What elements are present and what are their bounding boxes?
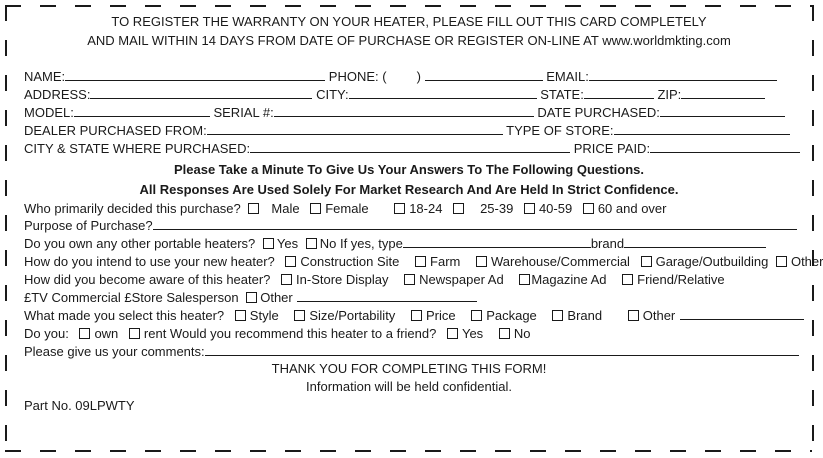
contact-row-3 [24,105,794,121]
question-label: Do you own any other portable heaters? [24,236,256,251]
option-label: Garage/Outbuilding [655,254,769,269]
checkbox[interactable] [281,274,292,285]
store-type-field[interactable] [614,123,790,135]
border-dash [565,5,581,7]
checkbox[interactable] [476,256,487,267]
question-awareness [24,272,794,288]
confidential-note: Information will be held confidential. [306,379,512,394]
email-field[interactable] [589,69,777,81]
date-purchased-field[interactable] [660,105,785,117]
question-label: How did you become aware of this heater? [24,272,271,287]
option-label: Female [325,201,369,216]
checkbox[interactable] [628,310,639,321]
border-dash [425,5,441,7]
checkbox[interactable] [415,256,426,267]
checkbox[interactable] [776,256,787,267]
border-dash [355,5,371,7]
border-dash [5,110,7,126]
contact-row-5 [24,141,794,157]
border-dash [110,5,126,7]
comments-label: Please give us your comments: [24,344,205,359]
checkbox[interactable] [310,203,321,214]
option-label: Warehouse/Commercial [491,254,630,269]
serial-field[interactable] [274,105,534,117]
border-dash [812,145,814,161]
border-dash [320,450,336,452]
model-field[interactable] [74,105,210,117]
option-label: Yes [276,236,299,251]
border-dash [812,215,814,231]
question-own-rent [24,326,794,342]
checkbox[interactable] [622,274,633,285]
option-label: Male [271,201,300,216]
name-field[interactable] [65,69,325,81]
option-label: Other [790,254,823,269]
border-dash [215,5,231,7]
border-dash [5,285,7,301]
checkbox[interactable] [235,310,246,321]
purpose-field[interactable] [153,218,797,230]
option-label: 25-39 [480,201,514,216]
option-label: Magazine Ad [531,272,607,287]
option-label: Brand [567,308,603,323]
option-label: 18-24 [409,201,443,216]
checkbox[interactable] [641,256,652,267]
survey-intro-1: Please Take a Minute To Give Us Your Answers To The Following Questions. [173,162,645,177]
option-label: Newspaper Ad [419,272,504,287]
survey-intro-2: All Responses Are Used Solely For Market Research And Are Held In Strict Confidence. [139,182,679,197]
heater-type-field[interactable] [403,236,591,248]
option-label: Style [249,308,279,323]
border-dash [812,425,814,441]
border-dash [565,450,581,452]
border-dash [740,5,756,7]
border-dash [5,320,7,336]
border-dash [145,5,161,7]
border-dash [812,75,814,91]
border-dash [285,450,301,452]
border-dash [250,450,266,452]
border-dash [495,450,511,452]
thank-you: THANK YOU FOR COMPLETING THIS FORM! [271,361,547,376]
border-dash [390,450,406,452]
date-purchased-label: DATE PURCHASED: [537,105,660,120]
card-header [0,12,818,50]
model-label: MODEL: [24,105,74,120]
option-label: No If yes, type [319,236,403,251]
option-label: Construction Site [300,254,400,269]
border-dash [460,5,476,7]
question-label: Purpose of Purchase? [24,218,153,233]
border-dash [775,5,791,7]
border-dash [320,5,336,7]
checkbox[interactable] [263,238,274,249]
question-label: Do you: [24,326,69,341]
address-field[interactable] [90,87,312,99]
border-dash [495,5,511,7]
option-label: Price [425,308,456,323]
city-state-field[interactable] [250,141,570,153]
border-dash [705,450,721,452]
state-field[interactable] [584,87,654,99]
option-label: 40-59 [538,201,573,216]
border-dash [285,5,301,7]
price-paid-field[interactable] [650,141,800,153]
border-dash [812,110,814,126]
checkbox[interactable] [519,274,530,285]
border-dash [5,250,7,266]
option-label: In-Store Display [296,272,389,287]
checkbox[interactable] [583,203,594,214]
price-paid-label: PRICE PAID: [573,141,651,156]
option-label: Other [642,308,676,323]
border-dash [40,450,56,452]
other-field[interactable] [297,290,477,302]
border-dash [5,5,21,7]
contact-row-1 [24,69,794,85]
option-label: Friend/Relative [637,272,725,287]
border-dash [460,450,476,452]
border-dash [600,5,616,7]
border-dash [5,145,7,161]
border-dash [425,450,441,452]
question-decider [24,201,794,217]
border-dash [215,450,231,452]
address-label: ADDRESS: [24,87,91,102]
border-dash [110,450,126,452]
state-label: STATE: [540,87,584,102]
brand-field[interactable] [624,236,766,248]
checkbox[interactable] [294,310,305,321]
contact-row-4 [24,123,794,139]
checkbox[interactable] [447,328,458,339]
option-label: rent Would you recommend this heater to a friend? [143,326,437,341]
dealer-field[interactable] [207,123,503,135]
header-line-2: AND MAIL WITHIN 14 DAYS FROM DATE OF PURCHASE OR REGISTER ON-LINE AT www.worldmkting.com [87,33,731,48]
border-dash [740,450,756,452]
dealer-label: DEALER PURCHASED FROM: [24,123,207,138]
checkbox[interactable] [246,292,257,303]
border-dash [812,320,814,336]
checkbox[interactable] [411,310,422,321]
border-dash [5,75,7,91]
brand-label: brand [590,236,625,251]
border-dash [390,5,406,7]
phone-field[interactable] [425,69,543,81]
email-label: EMAIL: [546,69,589,84]
question-label: How do you intend to use your new heater? [24,254,275,269]
option-label: Package [486,308,537,323]
border-dash [530,5,546,7]
border-dash [5,450,21,452]
option-label: own [94,326,119,341]
phone-close: ) [416,69,421,84]
zip-field[interactable] [681,87,765,99]
other-field[interactable] [680,308,804,320]
option-label: No [513,326,531,341]
border-dash [180,450,196,452]
checkbox[interactable] [394,203,405,214]
checkbox[interactable] [471,310,482,321]
border-dash [812,285,814,301]
checkbox[interactable] [248,203,259,214]
question-label: Who primarily decided this purchase? [24,201,241,216]
city-field[interactable] [349,87,537,99]
border-dash [775,450,791,452]
option-label: 60 and over [597,201,667,216]
question-selection-reason [24,308,794,324]
checkbox[interactable] [499,328,510,339]
checkbox[interactable] [306,238,317,249]
border-dash [635,5,651,7]
checkbox[interactable] [79,328,90,339]
question-label: What made you select this heater? [24,308,225,323]
city-state-label: CITY & STATE WHERE PURCHASED: [24,141,251,156]
store-type-label: TYPE OF STORE: [506,123,614,138]
border-dash [705,5,721,7]
border-dash [635,450,651,452]
option-label: Yes [461,326,484,341]
border-dash [810,450,812,452]
checkbox[interactable] [524,203,535,214]
name-label: NAME: [24,69,66,84]
border-dash [5,215,7,231]
question-purpose [24,218,794,234]
border-dash [600,450,616,452]
border-dash [75,450,91,452]
comments-row [24,344,794,360]
question-intended-use [24,254,823,270]
contact-row-2 [24,87,794,103]
border-dash [670,5,686,7]
part-number: Part No. 09LPWTY [24,398,135,413]
checkbox[interactable] [129,328,140,339]
serial-label: SERIAL #: [213,105,274,120]
border-dash [145,450,161,452]
border-dash [75,5,91,7]
border-dash [530,450,546,452]
border-dash [40,5,56,7]
border-dash [670,450,686,452]
city-label: CITY: [316,87,349,102]
border-dash [355,450,371,452]
option-label: Size/Portability [309,308,396,323]
option-label: Farm [430,254,461,269]
border-dash [180,5,196,7]
phone-label: PHONE: ( [328,69,387,84]
comments-field[interactable] [205,344,799,356]
option-label: £TV Commercial £Store Salesperson [24,290,239,305]
checkbox[interactable] [552,310,563,321]
checkbox[interactable] [404,274,415,285]
border-dash [250,5,266,7]
checkbox[interactable] [453,203,464,214]
question-awareness-2 [24,290,794,306]
zip-label: ZIP: [657,87,682,102]
option-label: Other [260,290,293,305]
question-other-heaters [24,236,794,252]
border-dash [5,425,7,441]
checkbox[interactable] [285,256,296,267]
header-line-1: TO REGISTER THE WARRANTY ON YOUR HEATER, PLEASE FILL OUT THIS CARD COMPLETELY [111,14,707,29]
